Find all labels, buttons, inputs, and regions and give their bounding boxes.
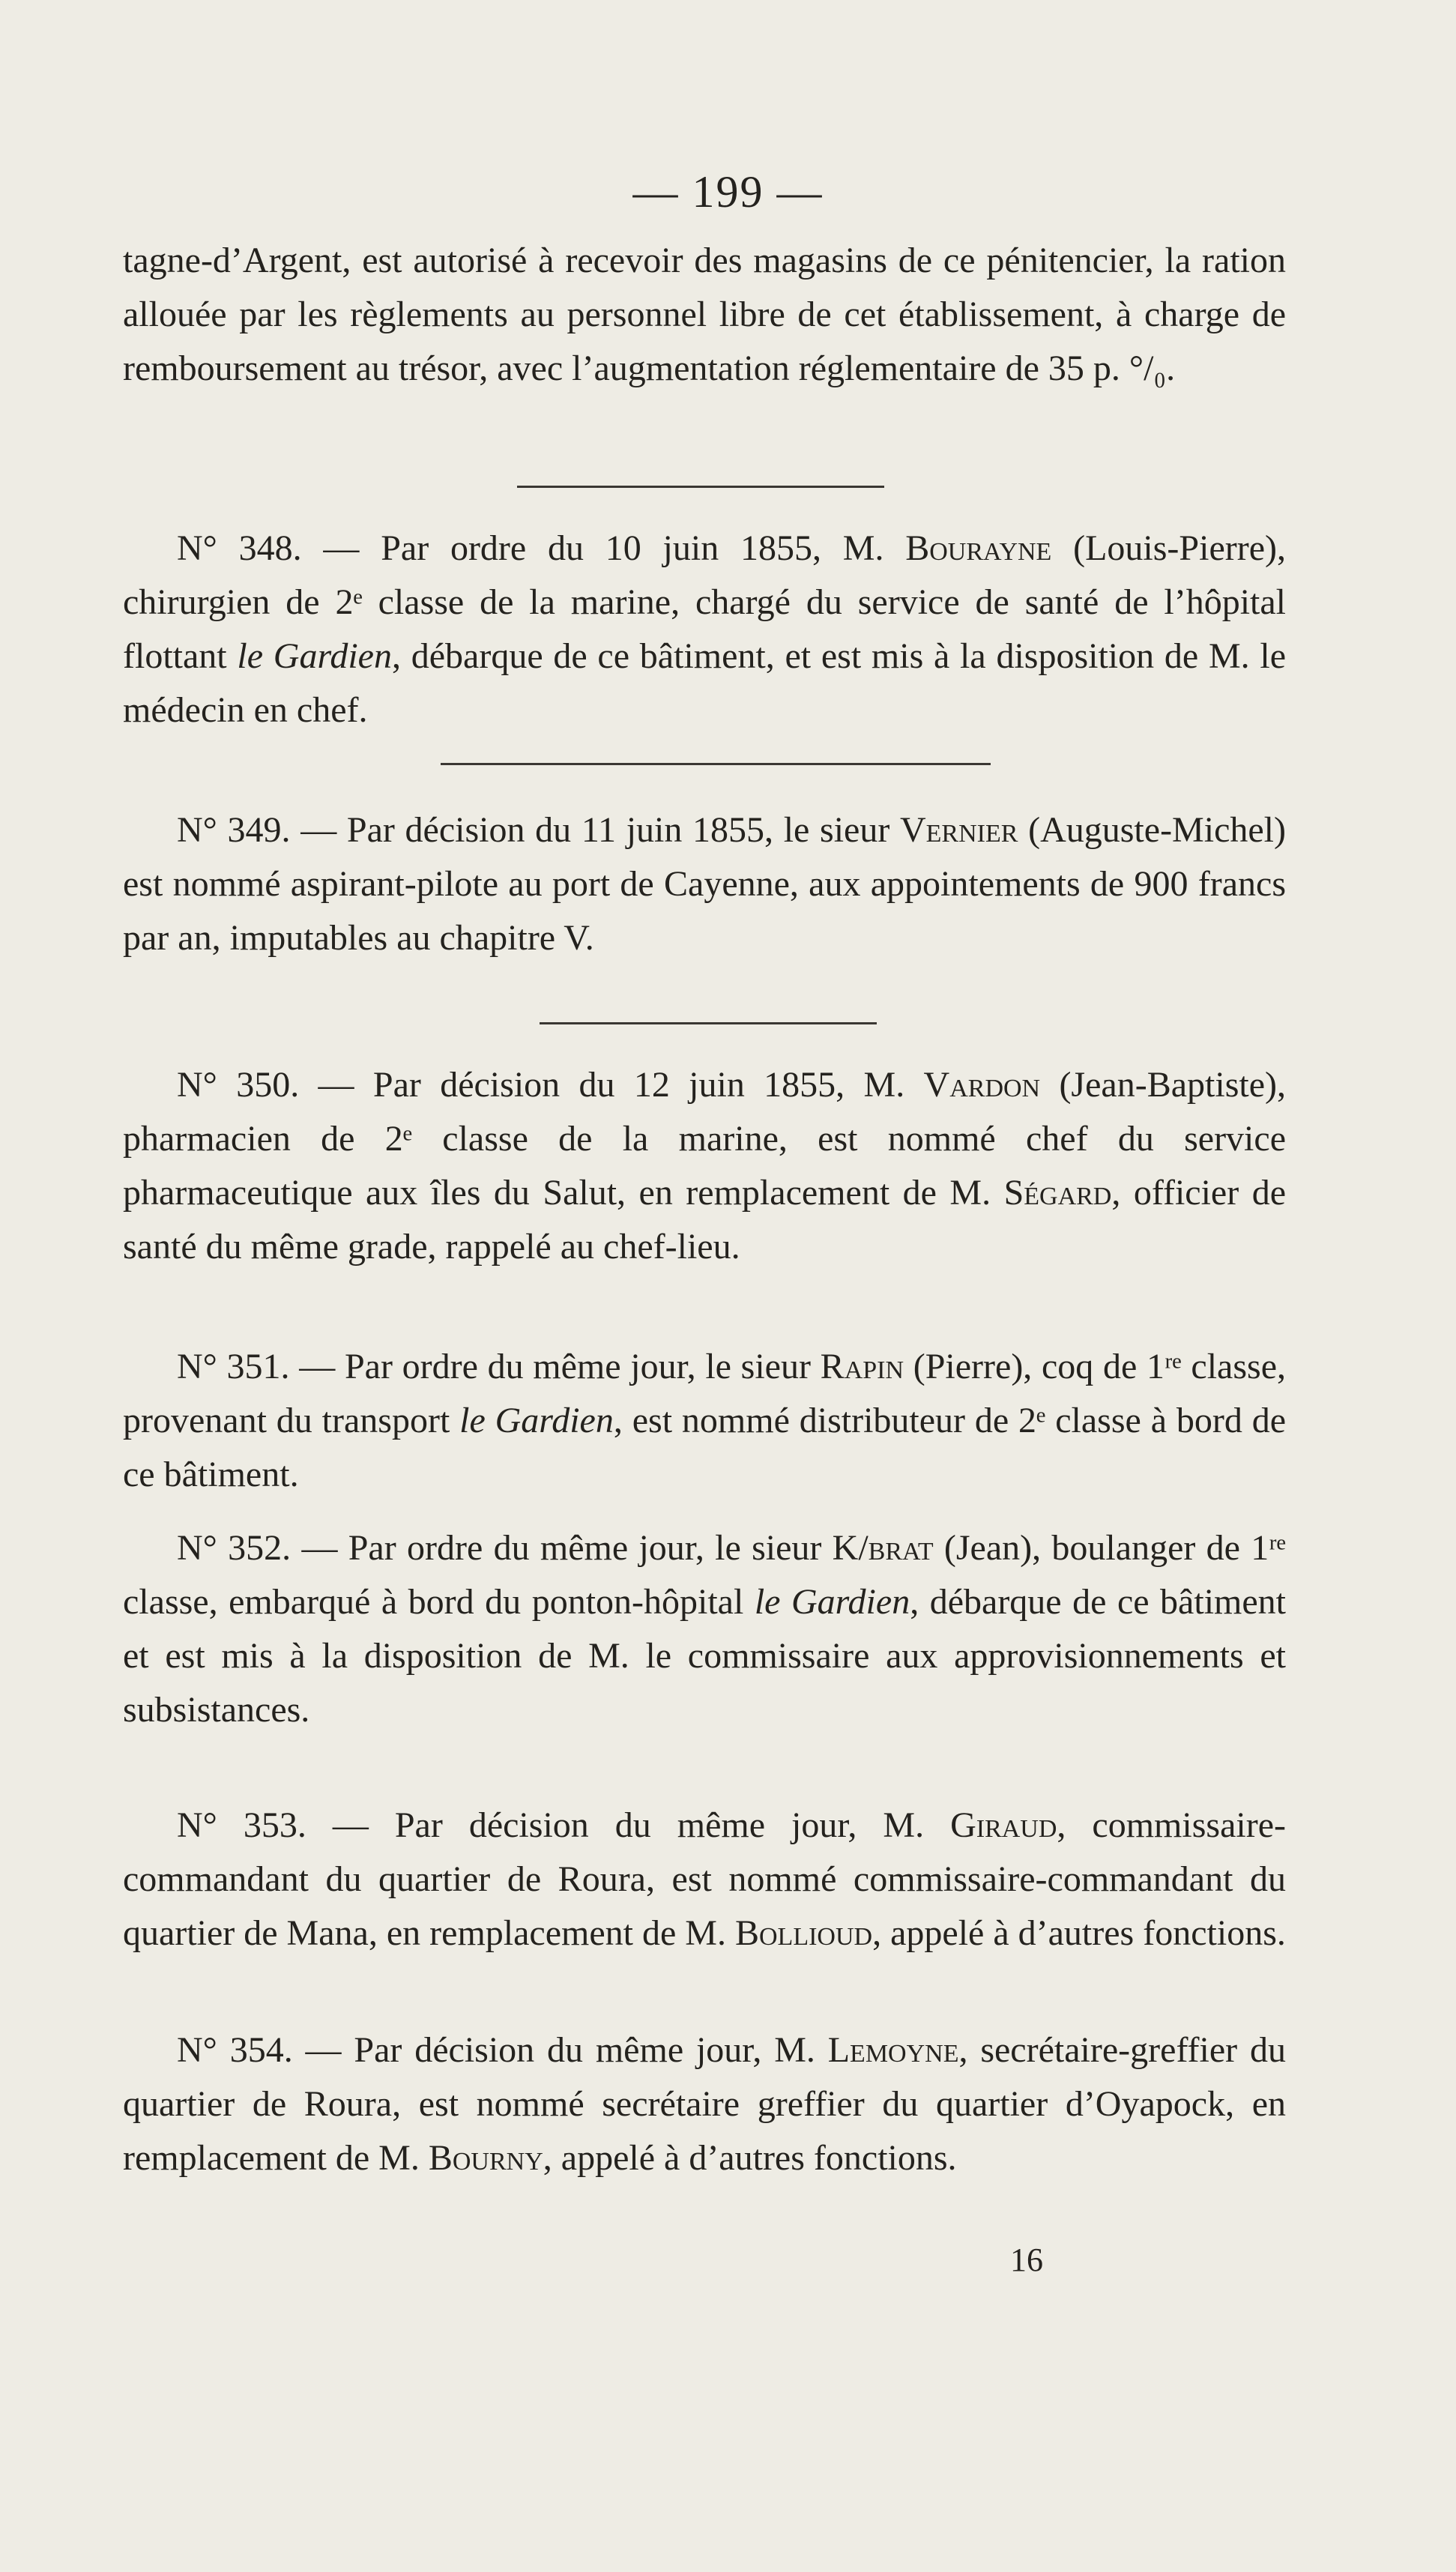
article-351: N° 351. — Par ordre du même jour, le sieur Rapin (Pierre), coq de 1ʳᵉ classe, provenant du transport le Gardien, est nommé distributeur de 2ᵉ classe à bord de ce bâtiment. (123, 1347, 1287, 1494)
article-349: N° 349. — Par décision du 11 juin 1855, le sieur Vernier (Auguste-Michel) est nommé aspirant-pilote au port de Cayenne, aux appointements de 900 francs par an, imputables au chapitre V. (123, 810, 1287, 958)
separator-rule (517, 486, 884, 488)
article-354: N° 354. — Par décision du même jour, M. Lemoyne, secrétaire-greffier du quartier de Roura, est nommé secrétaire greffier du quartier d’Oyapock, en remplacement de M. Bourny, appelé à d’autres fonctions. (123, 2030, 1287, 2178)
page-number-header: — 199 — (632, 167, 824, 217)
separator-rule (540, 1022, 877, 1024)
separator-rule (441, 763, 991, 765)
intro-paragraph: tagne-d’Argent, est autorisé à recevoir des magasins de ce pénitencier, la ration allouée par les règlements au personnel libre de cet établissement, à charge de remboursement au trésor, avec l’augmentation réglementaire de 35 p. °/₀. (123, 241, 1286, 388)
article-348: N° 348. — Par ordre du 10 juin 1855, M. Bourayne (Louis-Pierre), chirurgien de 2ᵉ classe de la marine, chargé du service de santé de l’hôpital flottant le Gardien, débarque de ce bâtiment, et est mis à la disposition de M. le médecin en chef. (123, 528, 1287, 730)
signature-mark: 16 (1010, 2242, 1043, 2278)
article-353: N° 353. — Par décision du même jour, M. Giraud, commissaire-commandant du quartier de Roura, est nommé commissaire-commandant du quartier de Mana, en remplacement de M. Bollioud, appelé à d’autres fonctions. (123, 1805, 1286, 1953)
article-352: N° 352. — Par ordre du même jour, le sieur K/brat (Jean), boulanger de 1ʳᵉ classe, embarqué à bord du ponton-hôpital le Gardien, débarque de ce bâtiment et est mis à la disposition de M. le commissaire aux approvisionnements et subsistances. (123, 1528, 1287, 1730)
article-350: N° 350. — Par décision du 12 juin 1855, M. Vardon (Jean-Baptiste), pharmacien de 2ᵉ classe de la marine, est nommé chef du service pharmaceutique aux îles du Salut, en remplacement de M. Ségard, officier de santé du même grade, rappelé au chef-lieu. (123, 1065, 1287, 1267)
